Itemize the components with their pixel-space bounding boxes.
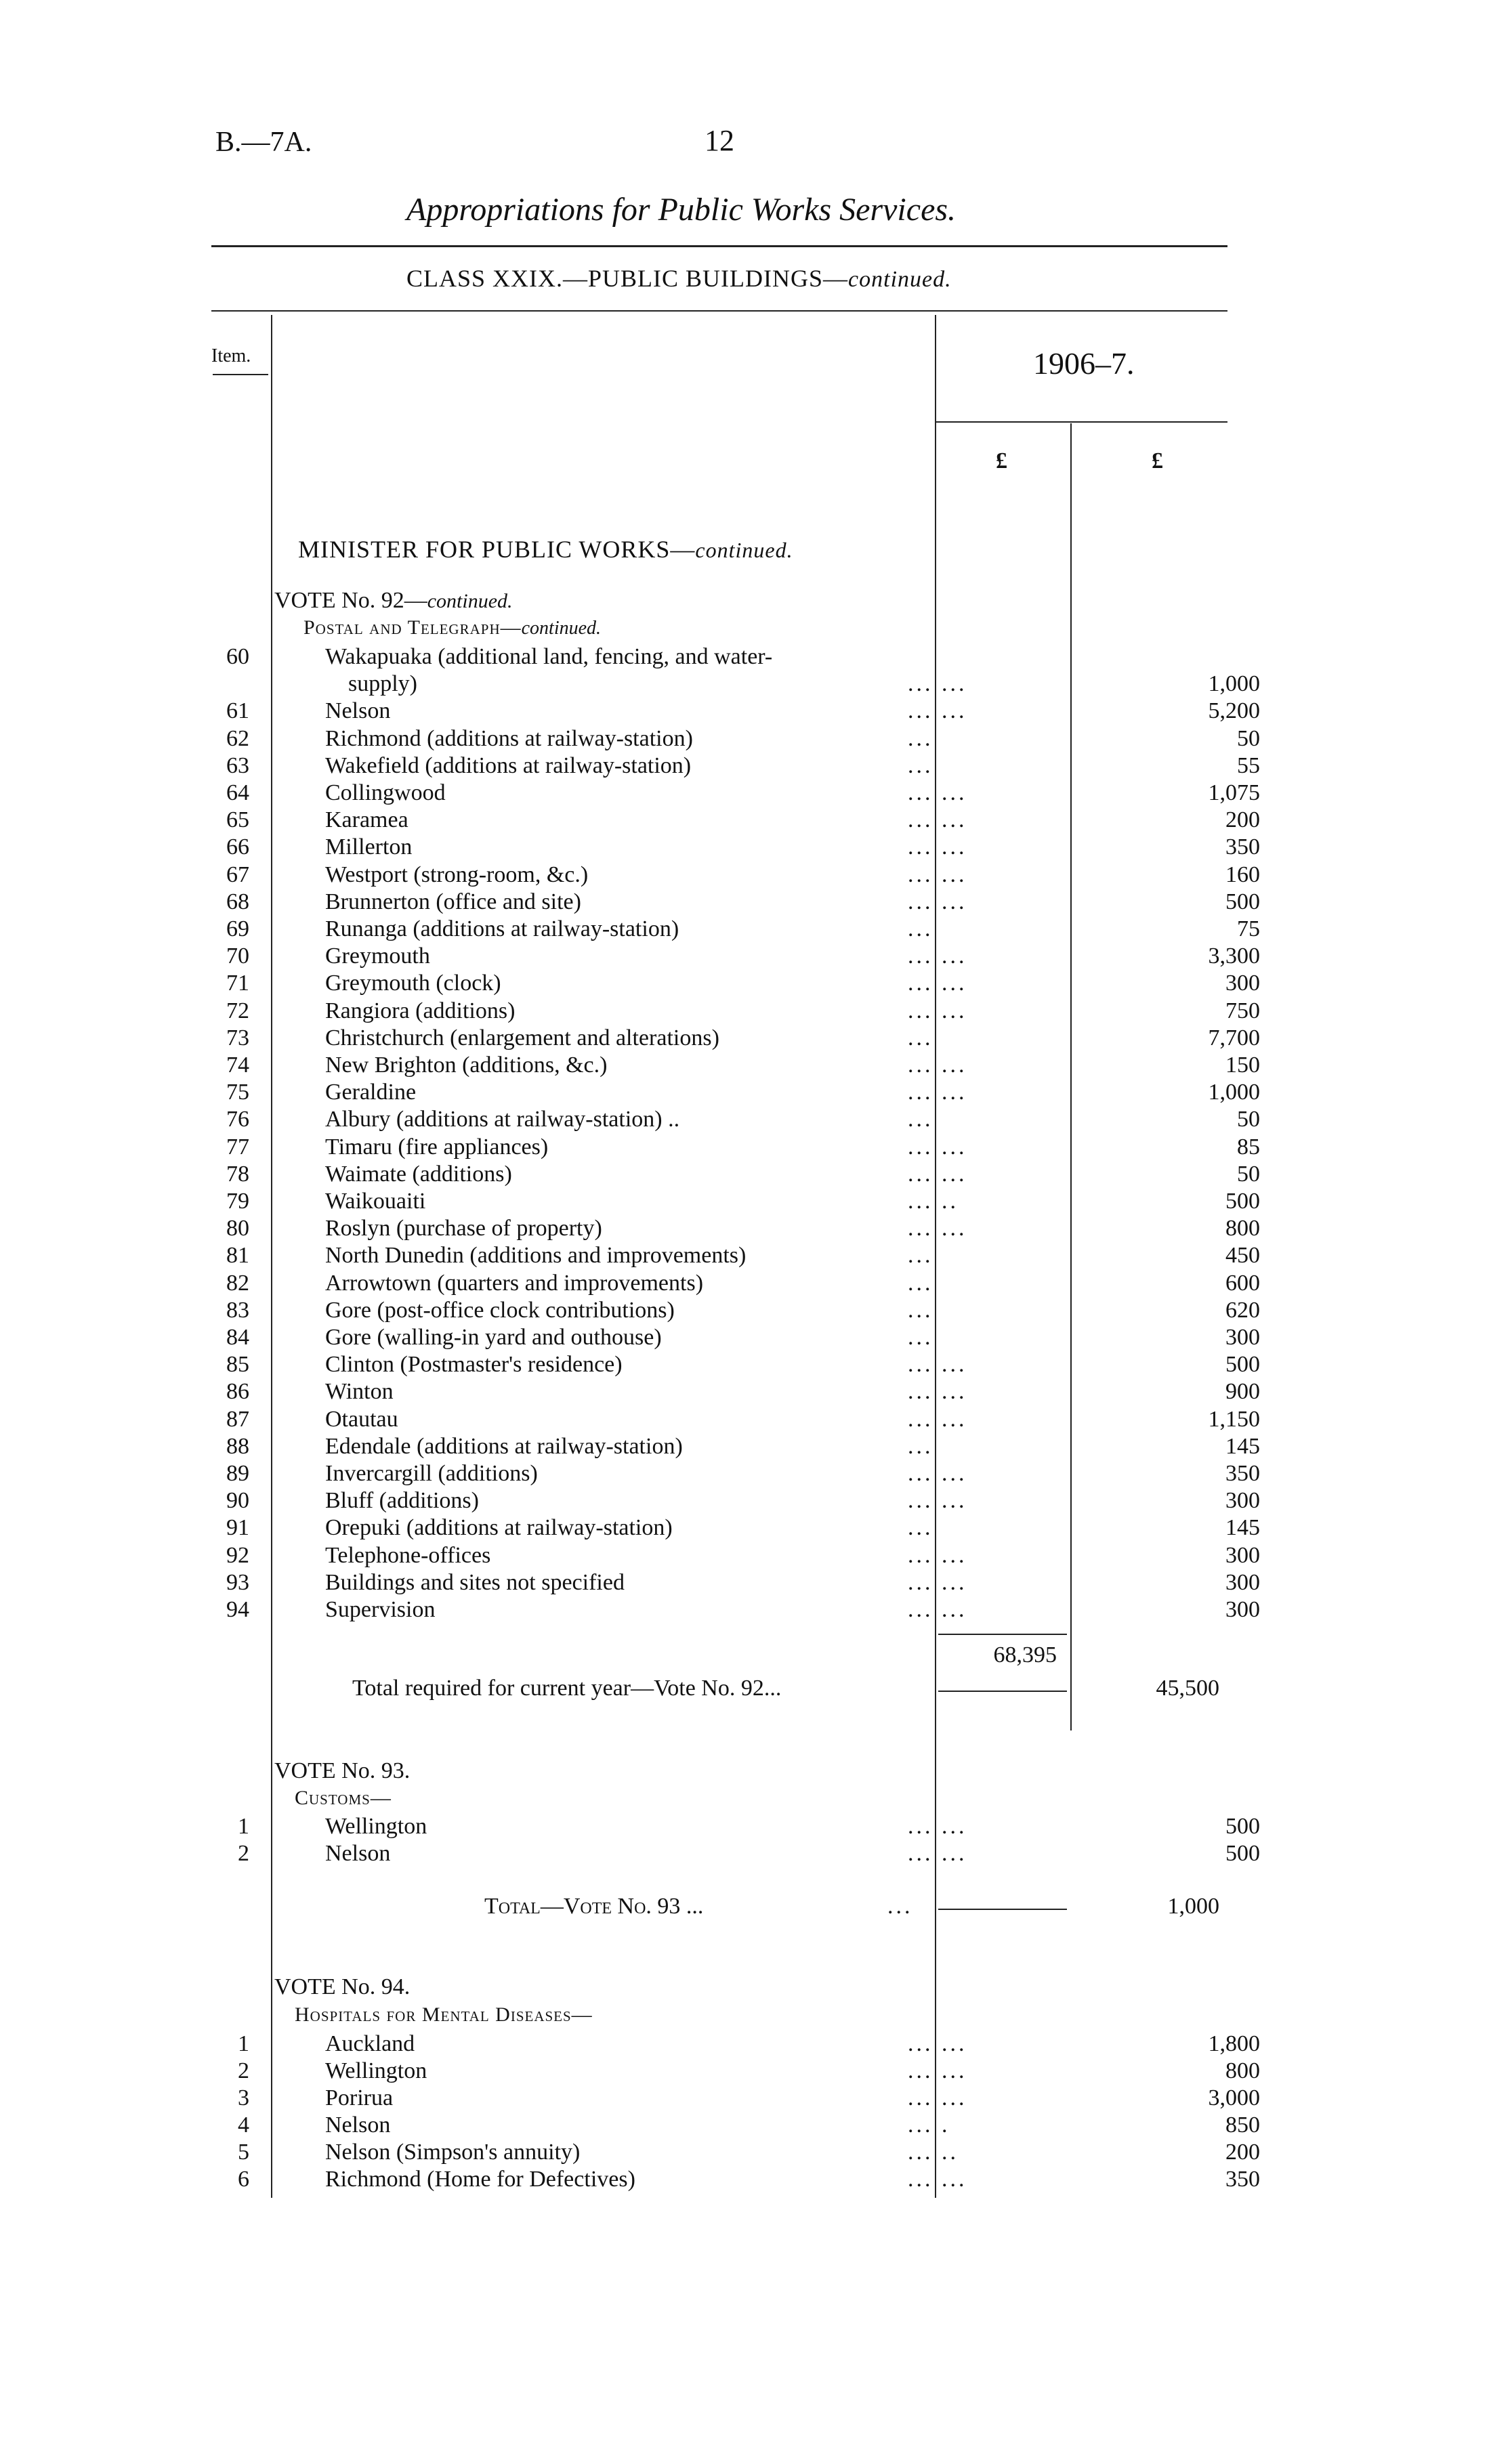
item-number: 85 xyxy=(226,1352,249,1378)
table-row xyxy=(203,1596,1260,1623)
leader-dots: ... ... xyxy=(908,1134,967,1160)
item-description: Wakapuaka (additional land, fencing, and water- xyxy=(325,644,773,669)
vote-92-label: VOTE No. 92— xyxy=(274,588,427,613)
item-description: Wakefield (additions at railway-station) xyxy=(325,752,692,778)
leader-dots: ... ... xyxy=(908,698,967,724)
leader-dots: ... ... xyxy=(908,943,967,969)
vote-93-total: 1,000 xyxy=(1167,1894,1219,1919)
leader-dots: ... ... xyxy=(908,807,967,833)
subtitle-rule xyxy=(211,310,1227,312)
item-amount: 500 xyxy=(1225,1352,1260,1378)
item-number: 63 xyxy=(226,752,249,778)
item-description: Richmond (additions at railway-station) xyxy=(325,725,693,751)
leader-dots: ... .. xyxy=(908,2140,959,2165)
item-description: Porirua xyxy=(325,2085,394,2110)
item-amount: 500 xyxy=(1225,1814,1260,1839)
leader-dots: ... xyxy=(908,1270,933,1296)
table-row xyxy=(203,834,1260,861)
item-number: 86 xyxy=(226,1379,249,1405)
item-number: 2 xyxy=(238,2058,249,2083)
item-amount: 500 xyxy=(1225,889,1260,914)
item-number: 79 xyxy=(226,1189,249,1214)
item-header-underline xyxy=(213,374,268,375)
vote-93-heading: VOTE No. 93. xyxy=(274,1758,411,1783)
leader-dots: ... ... xyxy=(908,1379,967,1405)
item-amount: 850 xyxy=(1225,2112,1260,2138)
vote-93-total-dots: ... xyxy=(887,1894,913,1919)
table-row xyxy=(203,780,1260,807)
item-number: 74 xyxy=(226,1053,249,1078)
leader-dots: ... xyxy=(908,1243,933,1269)
item-amount: 145 xyxy=(1225,1515,1260,1541)
vote-92-subtotal: 68,395 xyxy=(993,1642,1057,1668)
item-description: Supervision xyxy=(325,1597,436,1622)
item-description: Runanga (additions at railway-station) xyxy=(325,916,679,941)
item-description: Auckland xyxy=(325,2031,415,2056)
item-number: 83 xyxy=(226,1297,249,1323)
table-row xyxy=(203,643,1219,671)
item-amount: 1,150 xyxy=(1208,1406,1260,1432)
leader-dots: ... ... xyxy=(908,1461,967,1486)
table-row xyxy=(203,1840,1260,1867)
item-amount: 300 xyxy=(1225,1542,1260,1568)
class-subtitle-cont: continued. xyxy=(848,267,952,292)
table-row xyxy=(203,2085,1260,2112)
table-row xyxy=(203,2031,1260,2058)
table-row xyxy=(203,970,1260,997)
leader-dots: ... ... xyxy=(908,1352,967,1378)
item-description: Bluff (additions) xyxy=(325,1488,479,1514)
item-number: 66 xyxy=(226,834,249,860)
vote-92-total-rule xyxy=(938,1691,1067,1692)
table-row xyxy=(203,1351,1260,1378)
item-description: New Brighton (additions, &c.) xyxy=(325,1053,608,1078)
item-number: 77 xyxy=(226,1134,249,1160)
table-row xyxy=(203,698,1260,725)
item-amount: 300 xyxy=(1225,1325,1260,1350)
vote-93-total-rule xyxy=(938,1909,1067,1910)
item-amount: 750 xyxy=(1225,998,1260,1023)
leader-dots: ... ... xyxy=(908,671,967,697)
table-row xyxy=(203,1813,1260,1840)
leader-dots: ... .. xyxy=(908,1189,959,1214)
item-description: Collingwood xyxy=(325,780,446,805)
item-description: Buildings and sites not specified xyxy=(325,1569,625,1595)
item-amount: 150 xyxy=(1225,1053,1260,1078)
vote-93-section: Customs— xyxy=(295,1787,392,1809)
item-amount: 300 xyxy=(1225,971,1260,996)
leader-dots: ... xyxy=(908,1025,933,1050)
item-description: Millerton xyxy=(325,834,413,860)
item-description: Wellington xyxy=(325,2058,427,2083)
item-amount: 1,000 xyxy=(1208,1080,1260,1105)
item-amount: 1,800 xyxy=(1208,2031,1260,2056)
item-amount: 145 xyxy=(1225,1433,1260,1459)
leader-dots: ... xyxy=(908,725,933,751)
item-description: Waimate (additions) xyxy=(325,1161,512,1187)
table-row xyxy=(203,1242,1260,1269)
table-row xyxy=(203,1270,1260,1297)
item-number: 4 xyxy=(238,2112,249,2138)
item-description: Winton xyxy=(325,1379,394,1405)
item-description: Arrowtown (quarters and improvements) xyxy=(325,1270,704,1296)
item-description: Nelson xyxy=(325,698,391,724)
leader-dots: ... ... xyxy=(908,1406,967,1432)
item-amount: 350 xyxy=(1225,834,1260,860)
item-description: Edendale (additions at railway-station) xyxy=(325,1433,683,1459)
leader-dots: ... xyxy=(908,1325,933,1350)
item-amount: 3,000 xyxy=(1208,2085,1260,2110)
leader-dots: ... ... xyxy=(908,862,967,887)
item-number: 61 xyxy=(226,698,249,724)
item-number: 68 xyxy=(226,889,249,914)
item-number: 87 xyxy=(226,1406,249,1432)
item-description: Invercargill (additions) xyxy=(325,1461,538,1486)
item-number: 91 xyxy=(226,1515,249,1541)
table-row xyxy=(203,1378,1260,1405)
table-row xyxy=(203,1297,1260,1324)
item-amount: 3,300 xyxy=(1208,943,1260,969)
item-description: Nelson (Simpson's annuity) xyxy=(325,2140,581,2165)
table-row xyxy=(203,2139,1260,2166)
item-description: Timaru (fire appliances) xyxy=(325,1134,549,1160)
table-row xyxy=(203,1106,1260,1133)
item-amount: 1,000 xyxy=(1208,671,1260,697)
item-amount: 450 xyxy=(1225,1243,1260,1269)
item-amount: 600 xyxy=(1225,1270,1260,1296)
pound-header-2: £ xyxy=(1152,448,1163,473)
item-description: Orepuki (additions at railway-station) xyxy=(325,1515,673,1541)
table-row xyxy=(203,1324,1260,1351)
item-amount: 50 xyxy=(1237,725,1260,751)
table-row xyxy=(203,2058,1260,2085)
table-row xyxy=(203,1433,1260,1460)
item-description: supply) xyxy=(325,671,417,697)
item-description: Greymouth xyxy=(325,943,430,969)
item-amount: 7,700 xyxy=(1208,1025,1260,1050)
item-amount: 50 xyxy=(1237,1107,1260,1132)
table-row xyxy=(203,1460,1260,1487)
item-number: 92 xyxy=(226,1542,249,1568)
vote-92-subtotal-rule xyxy=(938,1634,1067,1635)
vote-94-section: Hospitals for Mental Diseases— xyxy=(295,2003,593,2026)
leader-dots: ... ... xyxy=(908,834,967,860)
item-amount: 620 xyxy=(1225,1297,1260,1323)
item-number: 6 xyxy=(238,2167,249,2192)
minister-heading xyxy=(298,535,793,564)
item-description: Clinton (Postmaster's residence) xyxy=(325,1352,623,1378)
table-row xyxy=(203,1569,1260,1596)
item-description: Greymouth (clock) xyxy=(325,971,501,996)
item-amount: 350 xyxy=(1225,2167,1260,2192)
vote-93-total-label: Total—Vote No. 93 ... xyxy=(484,1894,704,1919)
leader-dots: ... ... xyxy=(908,998,967,1023)
item-description: Rangiora (additions) xyxy=(325,998,516,1023)
item-number: 93 xyxy=(226,1569,249,1595)
item-description: Albury (additions at railway-station) .. xyxy=(325,1107,680,1132)
item-number: 81 xyxy=(226,1243,249,1269)
leader-dots: ... ... xyxy=(908,2085,967,2110)
leader-dots: ... xyxy=(908,1515,933,1541)
table-row xyxy=(203,1025,1260,1052)
class-subtitle-main: CLASS XXIX.—PUBLIC BUILDINGS— xyxy=(406,265,849,292)
item-number: 78 xyxy=(226,1161,249,1187)
item-number: 88 xyxy=(226,1433,249,1459)
item-column-header: Item. xyxy=(211,345,251,366)
table-row xyxy=(203,889,1260,916)
item-number: 67 xyxy=(226,862,249,887)
item-number: 73 xyxy=(226,1025,249,1050)
leader-dots: ... ... xyxy=(908,2058,967,2083)
item-amount: 50 xyxy=(1237,1161,1260,1187)
item-number: 90 xyxy=(226,1488,249,1514)
table-row xyxy=(203,1215,1260,1242)
item-number: 80 xyxy=(226,1216,249,1241)
table-row xyxy=(203,916,1260,943)
year-column-header: 1906–7. xyxy=(1033,346,1135,381)
item-number: 64 xyxy=(226,780,249,805)
item-number: 2 xyxy=(238,1841,249,1866)
item-amount: 300 xyxy=(1225,1597,1260,1622)
item-description: Gore (walling-in yard and outhouse) xyxy=(325,1325,662,1350)
leader-dots: ... ... xyxy=(908,1053,967,1078)
item-description: Gore (post-office clock contributions) xyxy=(325,1297,675,1323)
table-row xyxy=(203,807,1260,834)
item-number: 3 xyxy=(238,2085,249,2110)
leader-dots: ... ... xyxy=(908,2031,967,2056)
item-amount: 5,200 xyxy=(1208,698,1260,724)
vote-92-cont: continued. xyxy=(427,590,513,612)
item-description: Geraldine xyxy=(325,1080,417,1105)
leader-dots: ... ... xyxy=(908,889,967,914)
item-number: 65 xyxy=(226,807,249,833)
leader-dots: ... ... xyxy=(908,1814,967,1839)
table-row xyxy=(203,1134,1260,1161)
item-description: Nelson xyxy=(325,2112,391,2138)
item-description: Westport (strong-room, &c.) xyxy=(325,862,589,887)
leader-dots: ... xyxy=(908,1433,933,1459)
table-row xyxy=(203,1406,1260,1433)
table-row xyxy=(203,725,1260,752)
item-number: 70 xyxy=(226,943,249,969)
leader-dots: ... ... xyxy=(908,1216,967,1241)
item-description: Nelson xyxy=(325,1841,391,1866)
document-reference: B.—7A. xyxy=(215,127,312,158)
table-row xyxy=(203,1487,1260,1514)
table-row xyxy=(203,671,1260,698)
minister-heading-cont: continued. xyxy=(695,538,793,562)
leader-dots: ... ... xyxy=(908,780,967,805)
item-description: North Dunedin (additions and improvements) xyxy=(325,1243,747,1269)
item-number: 62 xyxy=(226,725,249,751)
item-description: Waikouaiti xyxy=(325,1189,426,1214)
item-amount: 900 xyxy=(1225,1379,1260,1405)
leader-dots: ... ... xyxy=(908,1542,967,1568)
item-number: 5 xyxy=(238,2140,249,2165)
item-number: 75 xyxy=(226,1080,249,1105)
table-row xyxy=(203,1514,1260,1542)
item-amount: 350 xyxy=(1225,1461,1260,1486)
page-number: 12 xyxy=(705,124,734,157)
leader-dots: ... ... xyxy=(908,1841,967,1866)
table-row xyxy=(203,943,1260,970)
title-rule xyxy=(211,245,1227,247)
item-amount: 85 xyxy=(1237,1134,1260,1160)
table-row xyxy=(203,862,1260,889)
item-amount: 500 xyxy=(1225,1189,1260,1214)
item-number: 71 xyxy=(226,971,249,996)
page-title: Appropriations for Public Works Services. xyxy=(406,192,957,228)
table-row xyxy=(203,1161,1260,1188)
leader-dots: ... ... xyxy=(908,1597,967,1622)
vote-92-total: 45,500 xyxy=(1156,1676,1219,1701)
item-amount: 1,075 xyxy=(1208,780,1260,805)
vote-92-total-label: Total required for current year—Vote No. 92... xyxy=(352,1676,782,1701)
item-amount: 200 xyxy=(1225,807,1260,833)
item-number: 60 xyxy=(226,644,249,669)
item-number: 94 xyxy=(226,1597,249,1622)
item-description: Karamea xyxy=(325,807,408,833)
item-number: 84 xyxy=(226,1325,249,1350)
table-row xyxy=(203,2166,1260,2193)
leader-dots: ... xyxy=(908,916,933,941)
item-amount: 800 xyxy=(1225,1216,1260,1241)
item-number: 89 xyxy=(226,1461,249,1486)
item-amount: 300 xyxy=(1225,1569,1260,1595)
item-description: Otautau xyxy=(325,1406,398,1432)
leader-dots: ... ... xyxy=(908,971,967,996)
leader-dots: ... xyxy=(908,752,933,778)
item-amount: 300 xyxy=(1225,1488,1260,1514)
item-amount: 800 xyxy=(1225,2058,1260,2083)
leader-dots: ... ... xyxy=(908,1161,967,1187)
item-number: 72 xyxy=(226,998,249,1023)
class-subtitle xyxy=(406,264,952,293)
table-row xyxy=(203,2112,1260,2139)
table-row xyxy=(203,998,1260,1025)
leader-dots: ... ... xyxy=(908,1080,967,1105)
table-row xyxy=(203,1052,1260,1079)
leader-dots: ... . xyxy=(908,2112,950,2138)
item-number: 69 xyxy=(226,916,249,941)
vote-92-heading xyxy=(274,588,513,614)
table-row xyxy=(203,752,1260,780)
table-row xyxy=(203,1542,1260,1569)
item-number: 76 xyxy=(226,1107,249,1132)
item-description: Richmond (Home for Defectives) xyxy=(325,2167,635,2192)
item-description: Christchurch (enlargement and alterations) xyxy=(325,1025,719,1050)
table-row xyxy=(203,1079,1260,1106)
item-description: Wellington xyxy=(325,1814,427,1839)
pound-header-1: £ xyxy=(996,448,1007,473)
item-number: 1 xyxy=(238,2031,249,2056)
item-description: Telephone-offices xyxy=(325,1542,491,1568)
vote-94-heading: VOTE No. 94. xyxy=(274,1974,411,1999)
year-header-rule xyxy=(936,421,1227,423)
leader-dots: ... xyxy=(908,1107,933,1132)
item-number: 82 xyxy=(226,1270,249,1296)
item-description: Roslyn (purchase of property) xyxy=(325,1216,602,1241)
item-amount: 500 xyxy=(1225,1841,1260,1866)
table-row xyxy=(203,1188,1260,1215)
item-amount: 200 xyxy=(1225,2140,1260,2165)
vote-92-section-cont: continued. xyxy=(521,618,602,639)
leader-dots: ... ... xyxy=(908,1488,967,1514)
item-number: 1 xyxy=(238,1814,249,1839)
vote-92-section xyxy=(303,616,601,639)
minister-heading-main: MINISTER FOR PUBLIC WORKS— xyxy=(298,536,696,563)
leader-dots: ... xyxy=(908,1297,933,1323)
item-amount: 75 xyxy=(1237,916,1260,941)
vote-92-section-label: Postal and Telegraph— xyxy=(303,616,522,639)
item-amount: 160 xyxy=(1225,862,1260,887)
item-amount: 55 xyxy=(1237,752,1260,778)
leader-dots: ... ... xyxy=(908,2167,967,2192)
item-description: Brunnerton (office and site) xyxy=(325,889,581,914)
leader-dots: ... ... xyxy=(908,1569,967,1595)
